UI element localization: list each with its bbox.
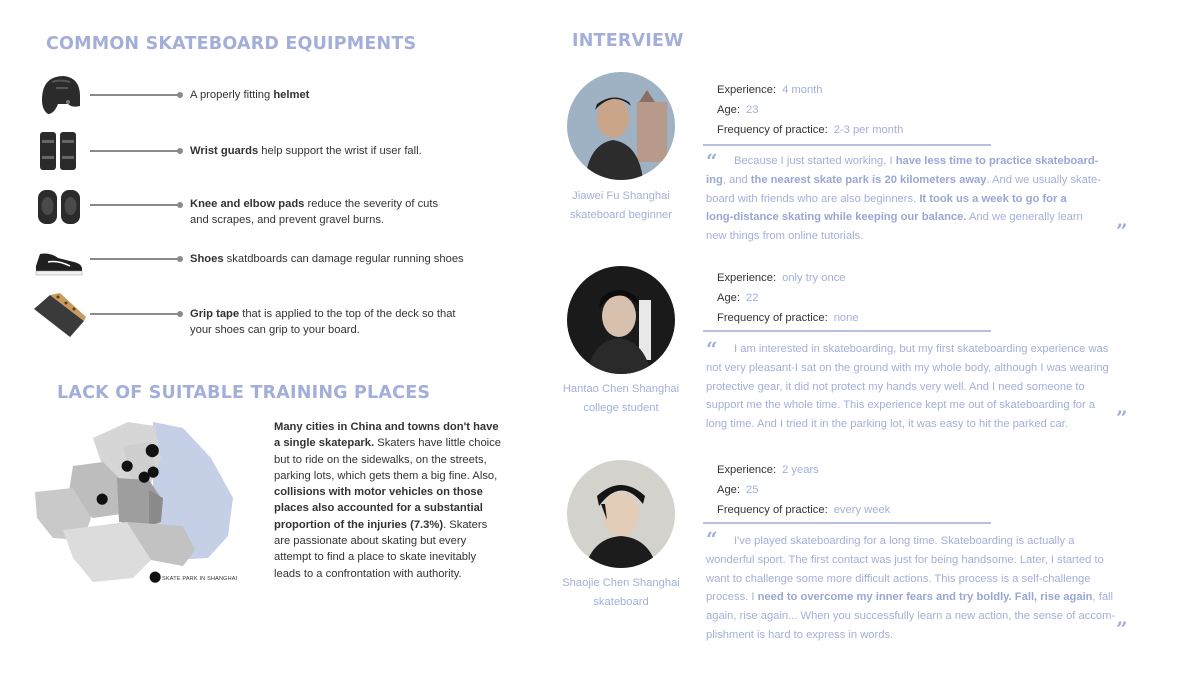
quote-text: wonderful sport. The first contact was just for being handsome. Later, I started to bbox=[706, 553, 1104, 566]
person-name: Shaojie Chen Shanghai bbox=[562, 577, 680, 589]
quote-line bbox=[706, 588, 1154, 607]
person-role: skateboard bbox=[593, 596, 649, 608]
quote-emphasis: the nearest skate park is 20 kilometers away bbox=[750, 173, 987, 186]
knee-pad-icon bbox=[30, 182, 88, 232]
person-name: Jiawei Fu Shanghai bbox=[572, 190, 670, 202]
interviewee-facts: Experience: 4 month Age: 23 Frequency of practice: 2-3 per month bbox=[717, 84, 904, 136]
quote-text: new things from online tutorials. bbox=[706, 230, 864, 243]
quote-line bbox=[706, 406, 1154, 434]
divider bbox=[703, 522, 991, 524]
quote-emphasis: long-distance skating while keeping our balance. bbox=[706, 211, 967, 224]
avatar bbox=[567, 460, 675, 568]
equipment-description: Grip tape that is applied to the top of the deck so that your shoes can grip to your board. bbox=[190, 308, 456, 336]
equipment-description: Knee and elbow pads reduce the severity of cuts and scrapes, and prevent gravel burns. bbox=[190, 198, 439, 226]
training-section-title: LACK OF SUITABLE TRAINING PLACES bbox=[57, 383, 431, 403]
quote-text: want to challenge some more difficult actions. This process is a self-challenge bbox=[706, 572, 1091, 585]
equipment-description: A properly fitting helmet bbox=[190, 89, 310, 101]
quote-text: not very pleasant-I sat on the ground with my whole body, although I was wearing bbox=[706, 361, 1109, 374]
avatar bbox=[567, 72, 675, 180]
helmet-icon bbox=[30, 70, 88, 120]
quote-line bbox=[706, 617, 1154, 645]
quote-line bbox=[706, 149, 1154, 173]
quote-text: And we generally learn bbox=[966, 211, 1083, 224]
divider bbox=[703, 144, 991, 146]
equipment-item-shoes bbox=[30, 236, 510, 286]
quote-emphasis: have less time to practice skateboard- bbox=[895, 155, 1099, 167]
location-pin-icon: ⬤ bbox=[121, 460, 134, 472]
quote-line bbox=[706, 551, 1154, 570]
quote-text: process. I bbox=[706, 591, 758, 604]
quote-text: I am interested in skateboarding, but my first skateboarding experience was bbox=[734, 343, 1109, 355]
pointer-line bbox=[90, 258, 180, 260]
quote-text: I've played skateboarding for a long time. Skateboarding is actually a bbox=[734, 535, 1075, 547]
quote-line bbox=[706, 607, 1154, 626]
grip-tape-icon bbox=[30, 291, 88, 341]
quote-text: , and bbox=[722, 173, 751, 186]
quote-text: board with friends who are also beginners. bbox=[706, 192, 920, 205]
quote-emphasis: need to overcome my inner fears and try boldly. Fall, rise again bbox=[757, 591, 1093, 604]
equipment-description: Wrist guards help support the wrist if user fall. bbox=[190, 145, 422, 157]
quote-line bbox=[706, 208, 1154, 227]
quote-text: , fall bbox=[1092, 591, 1114, 604]
open-quote-icon: “ bbox=[706, 337, 718, 361]
interview-quote bbox=[706, 527, 1154, 645]
avatar bbox=[567, 266, 675, 374]
quote-text: long time. And I tried it in the parking lot, it was easy to hit the parked car. bbox=[706, 418, 1068, 431]
interview-quote bbox=[706, 149, 1154, 246]
equipment-item-knee-pads bbox=[30, 182, 510, 232]
training-paragraph: Many cities in China and towns don't have a single skatepark. Skaters have little choice but to ride on the sidewalks, on the streets, parking lots, which gets them a big fine. Also, collisions with motor vehicles on those places also accounted for a substantial proportion of the injuries (7.3%). Skaters are passionate about skating but every attempt to find a place to skate inevitably leads to a confrontation with authority. bbox=[274, 421, 501, 580]
equipment-item-grip-tape bbox=[30, 291, 510, 341]
equipment-item-helmet bbox=[30, 70, 510, 120]
pointer-line bbox=[90, 150, 180, 152]
person-name: Hantao Chen Shanghai bbox=[562, 383, 680, 395]
close-quote-icon: ” bbox=[1116, 219, 1128, 243]
close-quote-icon: ” bbox=[1116, 406, 1128, 430]
open-quote-icon: “ bbox=[706, 527, 718, 551]
quote-line bbox=[706, 378, 1154, 397]
location-pin-icon: ⬤ bbox=[149, 571, 162, 583]
quote-text: . And we usually skate- bbox=[986, 173, 1101, 186]
quote-text: protective gear, it did not protect my hands very well. And I need someone to bbox=[706, 380, 1085, 393]
interviewee-facts: Experience: 2 years Age: 25 Frequency of practice: every week bbox=[717, 464, 891, 516]
quote-line bbox=[706, 396, 1154, 415]
quote-text: Because I just started working, I bbox=[734, 155, 896, 167]
quote-text: plishment is hard to express in words. bbox=[706, 628, 894, 641]
interviewee-facts: Experience: only try once Age: 22 Frequency of practice: none bbox=[717, 272, 859, 324]
location-pin-icon: ⬤ bbox=[138, 471, 151, 483]
location-pin-icon: ⬤ bbox=[147, 466, 160, 478]
quote-line bbox=[706, 527, 1154, 551]
wrist-guard-icon bbox=[30, 126, 88, 176]
close-quote-icon: ” bbox=[1116, 617, 1128, 641]
equipment-item-wrist-guards bbox=[30, 126, 510, 176]
quote-emphasis: It took us a week to go for a bbox=[919, 192, 1067, 205]
pointer-line bbox=[90, 204, 180, 206]
interview-section-title: INTERVIEW bbox=[572, 31, 684, 51]
open-quote-icon: “ bbox=[706, 149, 718, 173]
quote-text: again, rise again... When you successfully learn a new action, the sense of accom- bbox=[706, 610, 1116, 623]
person-role: skateboard beginner bbox=[569, 209, 672, 221]
quote-line bbox=[706, 570, 1154, 589]
divider bbox=[703, 330, 991, 332]
quote-line bbox=[706, 190, 1154, 209]
shoe-icon bbox=[30, 236, 88, 286]
quote-line bbox=[706, 219, 1154, 246]
quote-emphasis: ing bbox=[706, 173, 723, 186]
location-pin-icon: ⬤ bbox=[96, 493, 109, 505]
location-pin-icon: ⬤ bbox=[145, 442, 160, 457]
quote-text: support me the whole time. This experience kept me out of skateboarding for a bbox=[706, 399, 1096, 412]
pointer-line bbox=[90, 313, 180, 315]
map-caption: SKATE PARK IN SHANGHAI bbox=[162, 576, 238, 582]
equipment-description: Shoes skatdboards can damage regular running shoes bbox=[190, 253, 464, 265]
quote-line bbox=[706, 337, 1154, 361]
person-role: college student bbox=[583, 402, 659, 414]
shanghai-skatepark-map bbox=[33, 418, 238, 586]
quote-line bbox=[706, 171, 1154, 190]
equipment-section-title: COMMON SKATEBOARD EQUIPMENTS bbox=[46, 34, 417, 54]
interview-quote bbox=[706, 337, 1154, 434]
quote-line bbox=[706, 359, 1154, 378]
pointer-line bbox=[90, 94, 180, 96]
